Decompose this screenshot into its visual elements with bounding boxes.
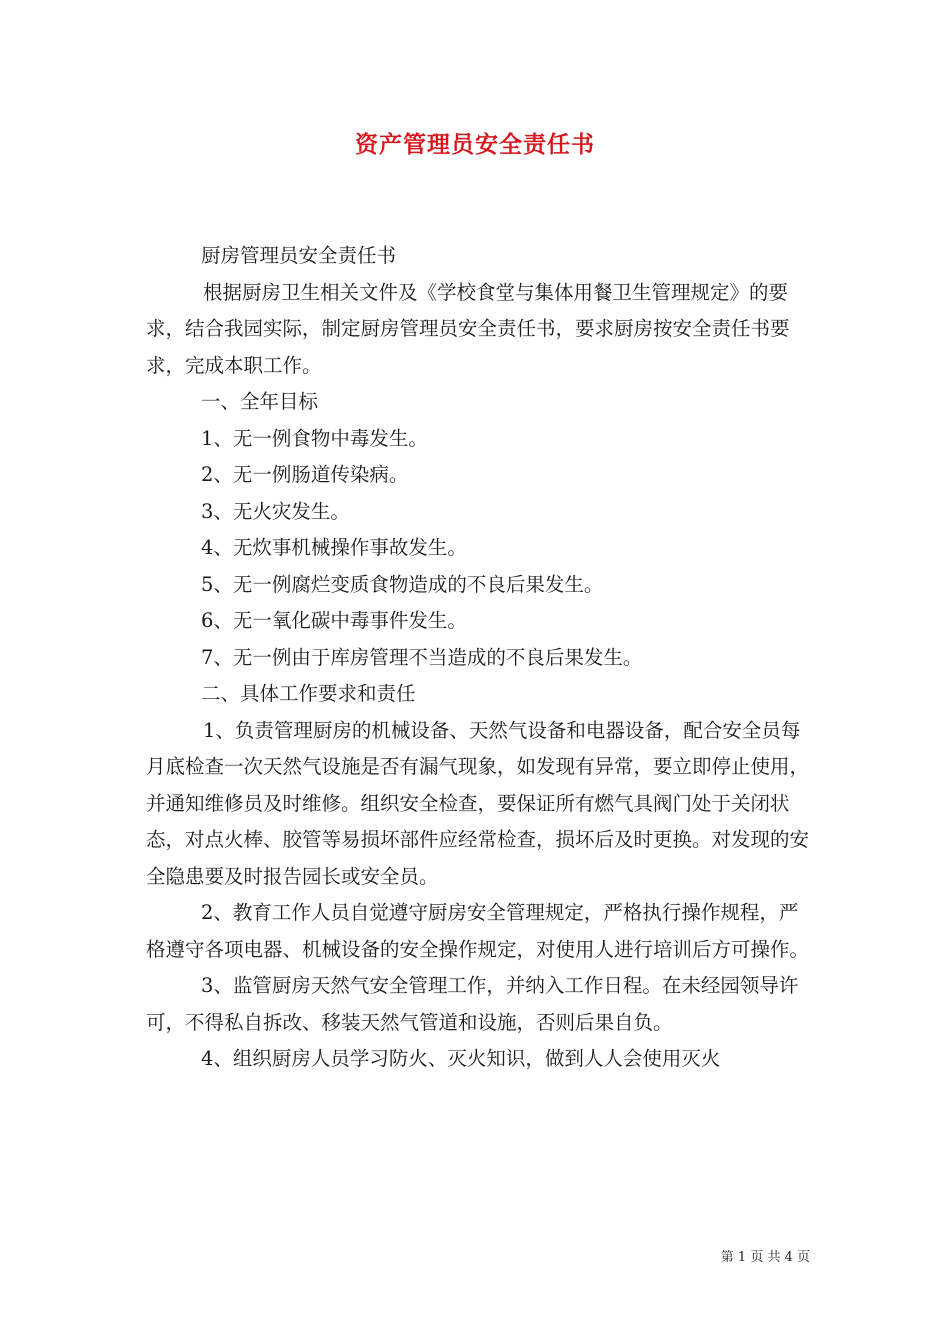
- goal-item: 2、无一例肠道传染病。: [201, 463, 409, 486]
- goal-item: 3、无火灾发生。: [201, 499, 350, 523]
- intro-paragraph: 根据厨房卫生相关文件及《学校食堂与集体用餐卫生管理规定》的要求，结合我园实际，制定厨房管理员安全责任书，要求厨房按安全责任书要求，完成本职工作。: [146, 280, 790, 377]
- goal-item: 6、无一氧化碳中毒事件发生。: [201, 609, 467, 632]
- goal-item: 5、无一例腐烂变质食物造成的不良后果发生。: [201, 572, 604, 596]
- requirement-paragraph: 3、监管厨房天然气安全管理工作，并纳入工作日程。在未经园领导许可，不得私自拆改、移装天然气管道和设施，否则后果自负。: [146, 974, 799, 1034]
- requirement-paragraph: 2、教育工作人员自觉遵守厨房安全管理规定，严格执行操作规程，严格遵守各项电器、机械设备的安全操作规定，对使用人进行培训后方可操作。: [146, 901, 810, 961]
- requirement-paragraph: 1、负责管理厨房的机械设备、天然气设备和电器设备，配合安全员每月底检查一次天然气设施是否有漏气现象，如发现有异常，要立即停止使用，并通知维修员及时维修。组织安全检查，要保证所有燃气具阀门处于关闭状态，对点火棒、胶管等易损坏部件应经常检查，损坏后及时更换。对发现的安全隐患要及时报告园长或安全员。: [146, 718, 810, 888]
- page-number: 第 1 页 共 4 页: [720, 1250, 810, 1265]
- document-body: [146, 238, 810, 1078]
- goal-item: 7、无一例由于库房管理不当造成的不良后果发生。: [201, 645, 643, 669]
- subtitle: 厨房管理员安全责任书: [201, 244, 397, 267]
- document-title: 资产管理员安全责任书: [355, 131, 595, 158]
- section-heading-goals: 一、全年目标: [201, 390, 319, 413]
- goal-item: 4、无炊事机械操作事故发生。: [201, 536, 467, 559]
- section-heading-requirements: 二、具体工作要求和责任: [201, 682, 416, 705]
- goal-item: 1、无一例食物中毒发生。: [201, 426, 428, 450]
- requirement-paragraph: 4、组织厨房人员学习防火、灭火知识，做到人人会使用灭火: [201, 1047, 721, 1070]
